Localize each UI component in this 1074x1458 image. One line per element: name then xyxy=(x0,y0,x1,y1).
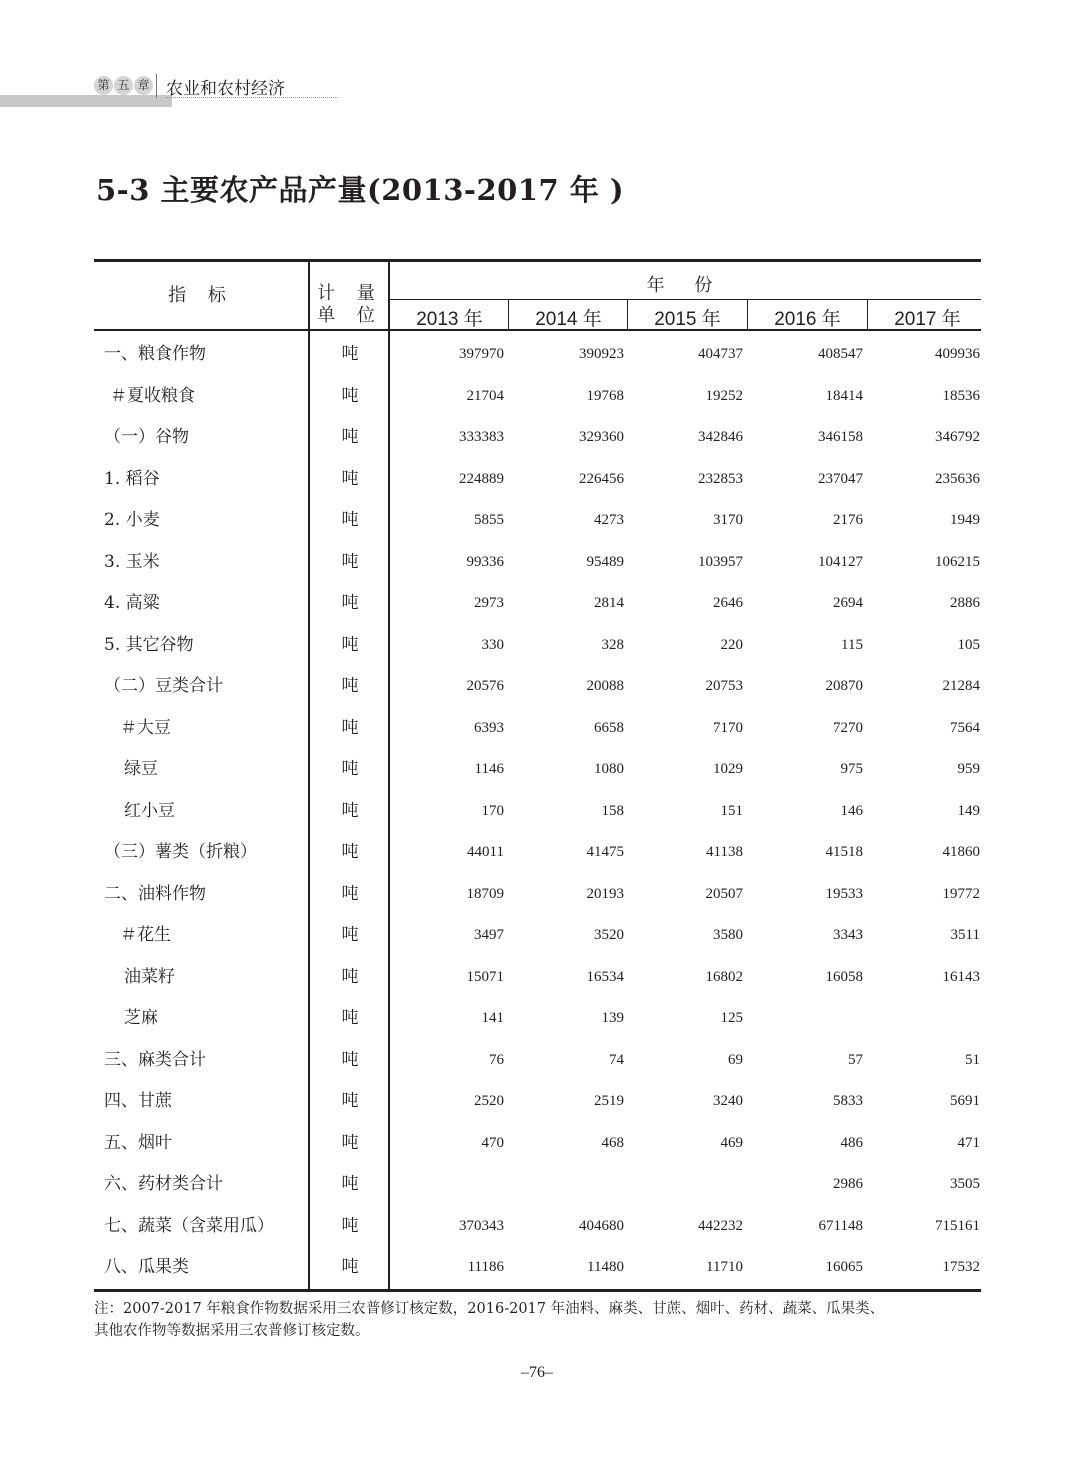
header-dotted-rule xyxy=(166,97,338,98)
row-value: 3170 xyxy=(713,512,743,528)
table-row xyxy=(94,1247,981,1288)
row-value: 18414 xyxy=(825,387,863,404)
table-row xyxy=(94,749,981,790)
row-value: 103957 xyxy=(698,553,743,570)
row-value: 408547 xyxy=(818,346,863,362)
row-indicator: 红小豆 xyxy=(124,800,175,821)
row-value: 170 xyxy=(481,802,504,819)
row-indicator: 3. 玉米 xyxy=(104,551,160,572)
row-value: 125 xyxy=(720,1010,743,1026)
row-unit: 吨 xyxy=(341,427,359,447)
row-value: 16058 xyxy=(825,968,863,985)
row-value: 346792 xyxy=(935,429,980,445)
chapter-char: 章 xyxy=(134,76,153,95)
table-row xyxy=(94,583,981,624)
table-row xyxy=(94,376,981,417)
row-value: 2694 xyxy=(833,595,863,611)
row-unit: 吨 xyxy=(341,510,359,530)
row-value: 41138 xyxy=(706,844,743,860)
row-value: 486 xyxy=(840,1134,863,1151)
header-year: 2017 年 xyxy=(894,309,961,330)
row-value: 17532 xyxy=(942,1259,980,1275)
row-unit: 吨 xyxy=(341,883,359,904)
row-value: 5691 xyxy=(950,1093,980,1109)
row-value: 226456 xyxy=(579,470,624,487)
row-value: 11480 xyxy=(587,1259,624,1275)
row-unit: 吨 xyxy=(341,634,359,655)
table-row xyxy=(94,500,981,541)
header-year: 2016 年 xyxy=(774,309,841,330)
row-value: 975 xyxy=(840,761,863,777)
row-value: 1146 xyxy=(474,761,504,777)
table-row xyxy=(94,1123,981,1164)
row-indicator: ＃花生 xyxy=(120,925,171,945)
row-unit: 吨 xyxy=(341,717,359,738)
row-value: 19533 xyxy=(825,885,863,902)
table-row xyxy=(94,832,981,873)
row-value: 3505 xyxy=(950,1176,980,1192)
chapter-char: 五 xyxy=(114,76,133,95)
row-value: 2176 xyxy=(833,512,863,528)
row-value: 6658 xyxy=(594,719,624,736)
row-value: 2886 xyxy=(950,595,980,611)
row-value: 15071 xyxy=(466,968,504,985)
row-value: 20576 xyxy=(466,678,504,694)
row-unit: 吨 xyxy=(341,759,359,779)
row-value: 106215 xyxy=(935,553,980,570)
row-value: 104127 xyxy=(818,553,863,570)
row-value: 3497 xyxy=(474,927,504,943)
row-unit: 吨 xyxy=(341,1008,359,1028)
row-value: 2519 xyxy=(594,1093,624,1109)
row-unit: 吨 xyxy=(341,1132,359,1153)
row-value: 69 xyxy=(728,1051,743,1068)
row-value: 404680 xyxy=(579,1217,624,1234)
row-value: 11710 xyxy=(706,1259,743,1275)
row-value: 2986 xyxy=(833,1176,863,1192)
row-indicator: 芝麻 xyxy=(124,1008,158,1028)
row-indicator: 5. 其它谷物 xyxy=(104,634,194,655)
row-value: 397970 xyxy=(459,346,504,362)
row-value: 41860 xyxy=(942,844,980,860)
row-value: 3343 xyxy=(833,927,863,943)
row-value: 41475 xyxy=(586,844,624,860)
row-value: 2646 xyxy=(713,595,743,611)
row-value: 18709 xyxy=(466,885,504,902)
row-value: 5833 xyxy=(833,1093,863,1109)
table-row xyxy=(94,1206,981,1247)
row-value: 19768 xyxy=(586,387,624,404)
row-value: 235636 xyxy=(935,470,980,487)
row-unit: 吨 xyxy=(341,1174,359,1194)
row-unit: 吨 xyxy=(341,1215,359,1236)
row-value: 342846 xyxy=(698,429,743,445)
row-indicator: 2. 小麦 xyxy=(104,510,160,530)
row-value: 3511 xyxy=(950,927,980,943)
row-indicator: 五、烟叶 xyxy=(104,1132,172,1153)
table-row xyxy=(94,791,981,832)
row-unit: 吨 xyxy=(341,925,359,945)
table-row xyxy=(94,708,981,749)
row-indicator: 二、油料作物 xyxy=(104,883,206,904)
row-value: 671148 xyxy=(818,1217,863,1234)
row-value: 21704 xyxy=(466,387,504,404)
row-value: 20507 xyxy=(705,885,743,902)
row-value: 51 xyxy=(965,1051,980,1068)
row-value: 1949 xyxy=(950,512,980,528)
row-unit: 吨 xyxy=(341,468,359,489)
row-indicator: （一）谷物 xyxy=(104,427,189,447)
row-value: 4273 xyxy=(594,512,624,528)
row-value: 20870 xyxy=(825,678,863,694)
header-separator xyxy=(156,74,157,98)
row-value: 2520 xyxy=(474,1093,504,1109)
row-value: 20088 xyxy=(586,678,624,694)
row-value: 468 xyxy=(601,1134,624,1151)
row-value: 330 xyxy=(481,636,504,653)
row-value: 139 xyxy=(601,1010,624,1026)
row-value: 11186 xyxy=(467,1259,504,1275)
page-title: 5-3 主要农产品产量(2013-2017 年 ) xyxy=(96,173,625,207)
row-value: 20193 xyxy=(586,885,624,902)
table-row xyxy=(94,957,981,998)
row-value: 7270 xyxy=(833,719,863,736)
row-unit: 吨 xyxy=(341,1257,359,1277)
row-value: 220 xyxy=(720,636,743,653)
row-value: 404737 xyxy=(698,346,743,362)
row-value: 370343 xyxy=(459,1217,504,1234)
table-note xyxy=(94,1298,984,1342)
row-value: 237047 xyxy=(818,470,863,487)
row-value: 329360 xyxy=(579,429,624,445)
table-row xyxy=(94,417,981,458)
row-value: 1029 xyxy=(713,761,743,777)
table-row xyxy=(94,1164,981,1205)
row-value: 158 xyxy=(601,802,624,819)
table-row xyxy=(94,542,981,583)
row-indicator: 六、药材类合计 xyxy=(104,1174,223,1194)
row-value: 20753 xyxy=(705,678,743,694)
year-header-rule xyxy=(390,299,981,300)
row-value: 16065 xyxy=(825,1259,863,1275)
row-value: 149 xyxy=(957,802,980,819)
row-value: 7564 xyxy=(950,719,980,736)
header-gray-bar xyxy=(0,95,172,107)
row-unit: 吨 xyxy=(341,1049,359,1070)
row-value: 21284 xyxy=(942,678,980,694)
row-value: 19252 xyxy=(705,387,743,404)
row-value: 74 xyxy=(609,1051,624,1068)
row-indicator: （三）薯类（折粮） xyxy=(104,842,257,862)
note-line: 其他农作物等数据采用三农普修订核定数。 xyxy=(94,1323,370,1339)
row-value: 146 xyxy=(840,802,863,819)
row-value: 151 xyxy=(720,802,743,819)
row-value: 232853 xyxy=(698,470,743,487)
row-value: 409936 xyxy=(935,346,980,362)
row-value: 1080 xyxy=(594,761,624,777)
table-row xyxy=(94,334,981,375)
row-unit: 吨 xyxy=(341,344,359,364)
table-row xyxy=(94,1081,981,1122)
chapter-badge xyxy=(94,76,153,96)
row-value: 41518 xyxy=(825,844,863,860)
table-row xyxy=(94,625,981,666)
row-indicator: 四、甘蔗 xyxy=(104,1091,172,1111)
row-indicator: 八、瓜果类 xyxy=(104,1257,189,1277)
chapter-title: 农业和农村经济 xyxy=(166,79,285,99)
row-value: 44011 xyxy=(467,844,504,860)
table-row xyxy=(94,915,981,956)
row-unit: 吨 xyxy=(341,551,359,572)
row-value: 105 xyxy=(957,636,980,653)
row-value: 3240 xyxy=(713,1093,743,1109)
row-value: 469 xyxy=(720,1134,743,1151)
row-value: 115 xyxy=(841,636,863,653)
row-value: 333383 xyxy=(459,429,504,445)
row-unit: 吨 xyxy=(341,593,359,613)
row-value: 2973 xyxy=(474,595,504,611)
chapter-char: 第 xyxy=(94,76,113,95)
row-value: 16802 xyxy=(705,968,743,985)
table-row xyxy=(94,666,981,707)
row-unit: 吨 xyxy=(341,966,359,987)
row-indicator: 绿豆 xyxy=(124,759,158,779)
row-value: 6393 xyxy=(474,719,504,736)
row-value: 471 xyxy=(957,1134,980,1151)
row-unit: 吨 xyxy=(341,385,359,406)
row-indicator: （二）豆类合计 xyxy=(104,676,223,696)
row-value: 3520 xyxy=(594,927,624,943)
table-bottom-rule xyxy=(94,1289,981,1292)
row-value: 346158 xyxy=(818,429,863,445)
table-row xyxy=(94,998,981,1039)
row-value: 390923 xyxy=(579,346,624,362)
row-value: 7170 xyxy=(713,719,743,736)
header-indicator: 指 标 xyxy=(168,285,234,306)
header-year: 2015 年 xyxy=(654,309,721,330)
row-value: 5855 xyxy=(474,512,504,528)
row-value: 76 xyxy=(489,1051,504,1068)
note-line: 注：2007-2017 年粮食作物数据采用三农普修订核定数，2016-2017 年油料、麻类、甘蔗、烟叶、药材、蔬菜、瓜果类、 xyxy=(94,1301,885,1317)
header-unit-line1: 计 量 xyxy=(317,283,383,304)
table-row xyxy=(94,459,981,500)
table-row xyxy=(94,874,981,915)
row-value: 959 xyxy=(957,761,980,777)
header-year: 2013 年 xyxy=(416,309,483,330)
row-value: 2814 xyxy=(594,595,624,611)
header-unit-line2: 单 位 xyxy=(317,305,383,326)
row-value: 16143 xyxy=(942,968,980,985)
row-value: 470 xyxy=(481,1134,504,1151)
row-value: 141 xyxy=(481,1010,504,1026)
row-indicator: 1. 稻谷 xyxy=(104,468,160,489)
row-value: 99336 xyxy=(466,553,504,570)
row-unit: 吨 xyxy=(341,800,359,821)
row-indicator: 4. 高粱 xyxy=(104,593,160,613)
header-year-group: 年 份 xyxy=(646,275,725,296)
table-top-rule xyxy=(94,259,981,262)
row-indicator: 七、蔬菜（含菜用瓜） xyxy=(104,1215,274,1236)
row-value: 328 xyxy=(601,636,624,653)
row-value: 18536 xyxy=(942,387,980,404)
row-indicator: ＃夏收粮食 xyxy=(110,385,195,406)
row-value: 16534 xyxy=(586,968,624,985)
row-unit: 吨 xyxy=(341,1091,359,1111)
row-unit: 吨 xyxy=(341,842,359,862)
row-value: 19772 xyxy=(942,885,980,902)
row-indicator: ＃大豆 xyxy=(120,717,171,738)
row-indicator: 一、粮食作物 xyxy=(104,344,206,364)
table-row xyxy=(94,1040,981,1081)
row-unit: 吨 xyxy=(341,676,359,696)
row-value: 442232 xyxy=(698,1217,743,1234)
row-value: 715161 xyxy=(935,1217,980,1234)
row-indicator: 三、麻类合计 xyxy=(104,1049,206,1070)
row-value: 3580 xyxy=(713,927,743,943)
row-value: 57 xyxy=(848,1051,863,1068)
row-value: 95489 xyxy=(586,553,624,570)
page-number: –76– xyxy=(521,1364,553,1381)
row-value: 224889 xyxy=(459,470,504,487)
row-indicator: 油菜籽 xyxy=(124,966,175,987)
header-year: 2014 年 xyxy=(535,309,602,330)
